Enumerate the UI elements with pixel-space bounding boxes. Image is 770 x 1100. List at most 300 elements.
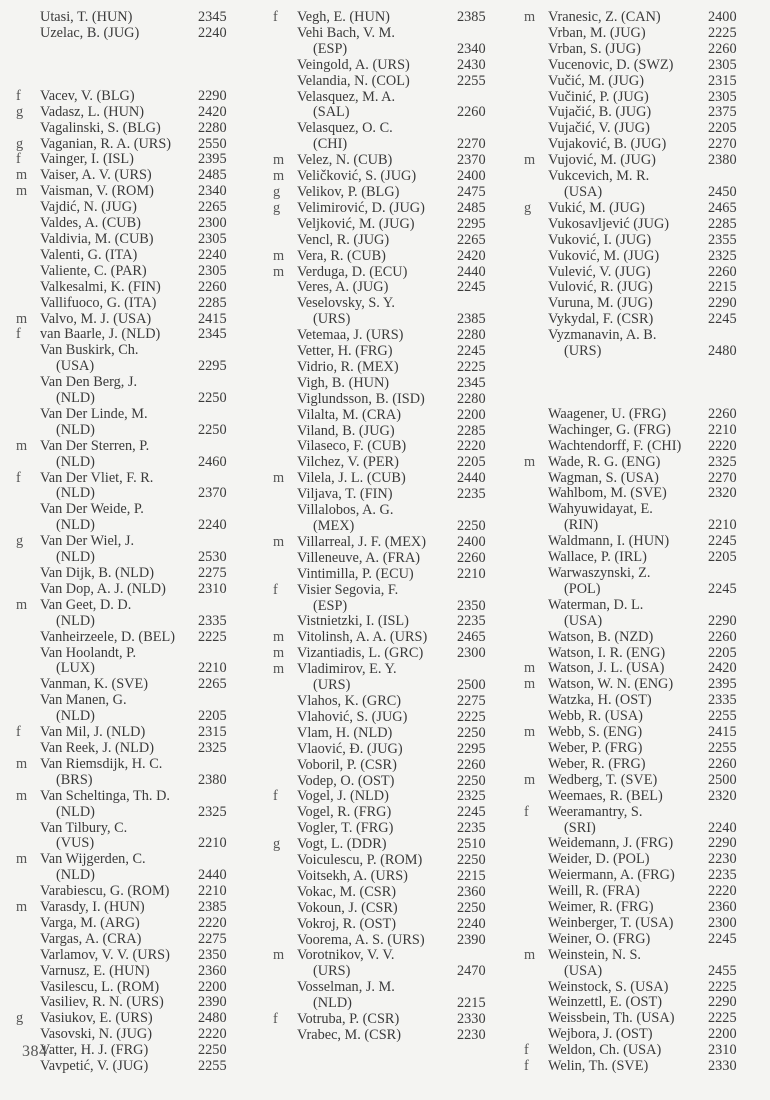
- player-entry: [524, 137, 756, 153]
- player-name: Vanman, K. (SVE): [40, 676, 149, 693]
- player-rating: 2390: [198, 994, 227, 1011]
- title-placeholder: [273, 519, 297, 535]
- player-rating: 2225: [708, 24, 737, 41]
- player-rating: 2420: [198, 103, 227, 120]
- title-placeholder: [16, 868, 40, 884]
- player-title: [16, 343, 40, 359]
- player-title: g: [16, 135, 24, 152]
- player-title: [524, 233, 548, 249]
- player-rating: 2295: [198, 358, 227, 375]
- player-name: Vaisman, V. (ROM): [40, 183, 154, 200]
- player-title: m: [273, 947, 285, 964]
- player-rating: 2285: [708, 215, 737, 232]
- player-entry: [16, 677, 246, 693]
- player-title: [273, 567, 297, 583]
- player-entry: [16, 89, 246, 105]
- player-entry: [524, 90, 756, 106]
- player-title: [273, 296, 297, 312]
- player-entry: [16, 375, 246, 407]
- player-name: Varlamov, V. V. (URS): [40, 946, 170, 963]
- player-entry: [524, 646, 756, 662]
- player-rating: 2430: [457, 56, 486, 73]
- player-rating: 2330: [457, 1011, 486, 1028]
- player-title: [273, 455, 297, 471]
- player-name: Waagener, U. (FRG): [548, 405, 667, 422]
- player-rating: 2415: [708, 724, 737, 741]
- player-rating: 2465: [708, 199, 737, 216]
- player-entry: [273, 789, 505, 805]
- player-name: Van Geet, D. D.: [40, 596, 132, 613]
- player-name: Vrban, M. (JUG): [548, 24, 646, 41]
- player-entry: [273, 392, 505, 408]
- player-entry: [273, 1012, 505, 1028]
- player-rating: 2460: [198, 453, 227, 470]
- player-name: Vorotnikov, V. V.: [297, 947, 395, 964]
- player-title: m: [273, 533, 285, 550]
- player-rating: 2480: [708, 343, 737, 360]
- title-placeholder: [524, 518, 548, 534]
- player-rating: 2270: [708, 136, 737, 153]
- player-entry: [16, 646, 246, 678]
- player-entry: [16, 916, 246, 932]
- title-placeholder: [16, 550, 40, 566]
- player-title: [16, 566, 40, 582]
- player-name: Vetemaa, J. (URS): [297, 327, 404, 344]
- player-title: [273, 58, 297, 74]
- player-name: Velasquez, O. C.: [297, 120, 393, 137]
- player-entry: [16, 932, 246, 948]
- title-placeholder: [273, 312, 297, 328]
- player-rating: 2210: [198, 883, 227, 900]
- rating-placeholder: [198, 852, 246, 868]
- player-entry: [524, 486, 756, 502]
- player-name: Vuković, M. (JUG): [548, 247, 660, 264]
- player-name: Varga, M. (ARG): [40, 914, 140, 931]
- player-country: (NLD): [313, 995, 352, 1012]
- player-entry: [524, 916, 756, 932]
- player-title: [16, 407, 40, 423]
- player-title: [16, 884, 40, 900]
- player-rating: 2275: [457, 692, 486, 709]
- player-name: Vujačić, B. (JUG): [548, 104, 652, 121]
- player-entry: [524, 201, 756, 217]
- player-entry: [524, 980, 756, 996]
- player-rating: 2480: [198, 1010, 227, 1027]
- player-name: Vetter, H. (FRG): [297, 343, 393, 360]
- player-name: Vogt, L. (DDR): [297, 836, 387, 853]
- player-entry: [273, 551, 505, 567]
- player-title: [16, 1027, 40, 1043]
- player-title: [273, 217, 297, 233]
- player-country: (NLD): [56, 708, 95, 725]
- player-rating: 2335: [198, 612, 227, 629]
- player-rating: 2260: [708, 40, 737, 57]
- player-entry: [273, 153, 505, 169]
- player-rating: 2485: [457, 199, 486, 216]
- player-title: [273, 376, 297, 392]
- player-title: [524, 550, 548, 566]
- player-entry: [524, 1043, 756, 1059]
- player-entry: [273, 853, 505, 869]
- player-rating: 2340: [198, 183, 227, 200]
- player-country: (ESP): [313, 40, 348, 57]
- player-name: Weinzettl, E. (OST): [548, 994, 662, 1011]
- player-name: Van Buskirk, Ch.: [40, 342, 139, 359]
- player-name: Vera, R. (CUB): [297, 247, 386, 264]
- player-title: g: [16, 533, 24, 550]
- player-country: (SAL): [313, 104, 350, 121]
- player-entry: [524, 757, 756, 773]
- title-placeholder: [273, 599, 297, 615]
- player-rating: 2470: [457, 963, 486, 980]
- player-rating: 2250: [457, 518, 486, 534]
- player-name: Villeneuve, A. (FRA): [297, 549, 421, 566]
- player-rating: 2400: [457, 533, 486, 550]
- player-rating: 2250: [457, 724, 486, 741]
- player-title: m: [16, 437, 28, 454]
- player-title: m: [524, 152, 536, 169]
- player-name: Van Hoolandt, P.: [40, 644, 137, 661]
- player-name: Van Wijgerden, C.: [40, 851, 146, 868]
- player-entry: [273, 885, 505, 901]
- rating-placeholder: [457, 296, 505, 312]
- player-name: Weill, R. (FRA): [548, 883, 640, 900]
- player-country: (MEX): [313, 518, 355, 534]
- player-entry: [16, 1043, 246, 1059]
- player-rating: 2475: [457, 183, 486, 200]
- player-entry: [16, 152, 246, 168]
- player-rating: 2235: [457, 613, 486, 630]
- player-country: (NLD): [56, 803, 95, 820]
- player-title: m: [16, 851, 28, 868]
- player-title: [524, 630, 548, 646]
- player-country: (LUX): [56, 660, 95, 677]
- player-entry: [273, 455, 505, 471]
- player-entry: [16, 900, 246, 916]
- player-name: Velasquez, M. A.: [297, 88, 396, 105]
- rating-placeholder: [198, 757, 246, 773]
- player-entry: [16, 137, 246, 153]
- player-rating: 2230: [457, 1027, 486, 1043]
- player-rating: 2380: [198, 771, 227, 788]
- player-rating: 2230: [708, 851, 737, 868]
- player-title: [524, 598, 548, 614]
- player-name: Vulović, R. (JUG): [548, 279, 653, 296]
- player-entry: [16, 312, 246, 328]
- player-title: [524, 900, 548, 916]
- player-rating: 2325: [198, 739, 227, 756]
- player-rating: 2500: [457, 677, 486, 694]
- player-rating: 2235: [708, 867, 737, 884]
- player-name: Waterman, D. L.: [548, 596, 644, 613]
- player-entry: [273, 662, 505, 694]
- player-name: Vilchez, V. (PER): [297, 454, 399, 471]
- player-title: [16, 502, 40, 518]
- player-title: g: [16, 103, 24, 120]
- player-rating: 2375: [708, 104, 737, 121]
- player-name: Weinstock, S. (USA): [548, 978, 669, 995]
- player-name: Valkesalmi, K. (FIN): [40, 278, 161, 295]
- player-rating: 2415: [198, 310, 227, 327]
- player-entry: [524, 995, 756, 1011]
- title-placeholder: [273, 105, 297, 121]
- player-name: Veres, A. (JUG): [297, 279, 389, 296]
- player-title: [16, 375, 40, 391]
- player-name: Vidrio, R. (MEX): [297, 358, 399, 375]
- player-name: Webb, R. (USA): [548, 708, 643, 725]
- player-name: Wejbora, J. (OST): [548, 1026, 653, 1043]
- player-rating: 2245: [708, 533, 737, 550]
- player-title: [16, 630, 40, 646]
- player-name: Vučić, M. (JUG): [548, 72, 645, 89]
- player-name: Vainger, I. (ISL): [40, 151, 134, 168]
- player-title: m: [524, 676, 536, 693]
- player-title: [524, 74, 548, 90]
- player-name: Warwaszynski, Z.: [548, 565, 651, 581]
- player-rating: 2295: [457, 215, 486, 232]
- player-rating: 2210: [198, 835, 227, 852]
- player-title: [524, 789, 548, 805]
- rating-placeholder: [198, 343, 246, 359]
- player-name: Viljava, T. (FIN): [297, 486, 393, 503]
- player-country: (NLD): [56, 453, 95, 470]
- player-title: [273, 710, 297, 726]
- player-entry: [273, 933, 505, 949]
- player-entry: [273, 487, 505, 503]
- title-placeholder: [16, 661, 40, 677]
- player-title: f: [16, 326, 21, 343]
- player-entry: [273, 217, 505, 233]
- player-entry: [16, 10, 246, 26]
- player-rating: 2280: [198, 119, 227, 136]
- rating-placeholder: [708, 948, 756, 964]
- rating-placeholder: [198, 789, 246, 805]
- player-entry: [16, 200, 246, 216]
- player-title: [16, 296, 40, 312]
- player-title: m: [273, 263, 285, 280]
- player-entry: [524, 26, 756, 42]
- title-placeholder: [16, 773, 40, 789]
- player-title: m: [16, 755, 28, 772]
- player-rating: 2335: [708, 692, 737, 709]
- player-entry: [524, 1059, 756, 1075]
- player-rating: 2205: [457, 454, 486, 471]
- player-rating: 2205: [708, 120, 737, 137]
- player-title: [16, 821, 40, 837]
- player-name: Vlahos, K. (GRC): [297, 692, 402, 709]
- player-title: [524, 534, 548, 550]
- player-rating: 2455: [708, 962, 737, 979]
- player-name: Vukcevich, M. R.: [548, 168, 650, 185]
- player-rating: 2305: [708, 88, 737, 105]
- player-name: Vaiser, A. V. (URS): [40, 167, 152, 184]
- player-rating: 2290: [198, 87, 227, 104]
- player-rating: 2385: [457, 9, 486, 25]
- player-title: [524, 280, 548, 296]
- player-rating: 2240: [198, 24, 227, 41]
- title-placeholder: [16, 391, 40, 407]
- player-entry: [16, 964, 246, 980]
- player-rating: 2345: [198, 9, 227, 25]
- player-entry: [273, 376, 505, 392]
- player-name: Watson, J. L. (USA): [548, 660, 665, 677]
- player-rating: 2205: [708, 549, 737, 566]
- player-entry: [273, 742, 505, 758]
- player-title: [524, 709, 548, 725]
- player-rating: 2280: [457, 327, 486, 344]
- player-entry: [16, 327, 246, 343]
- player-title: [273, 90, 297, 106]
- player-name: Van Tilbury, C.: [40, 819, 128, 836]
- player-name: Vukosavljević (JUG): [548, 215, 670, 232]
- player-name: Vogel, J. (NLD): [297, 788, 389, 805]
- player-rating: 2360: [198, 962, 227, 979]
- player-entry: [524, 265, 756, 281]
- player-name: Vanheirzeele, D. (BEL): [40, 628, 175, 645]
- player-entry: [524, 10, 756, 26]
- player-rating: 2250: [198, 390, 227, 407]
- player-rating: 2465: [457, 629, 486, 646]
- player-rating: 2245: [708, 580, 737, 597]
- player-title: [273, 917, 297, 933]
- column-right: [524, 10, 756, 1075]
- player-rating: 2215: [457, 867, 486, 884]
- section-gap: [524, 360, 756, 407]
- player-entry: [16, 216, 246, 232]
- player-name: Vlaović, Đ. (JUG): [297, 740, 403, 757]
- player-entry: [16, 598, 246, 630]
- player-entry: [16, 789, 246, 821]
- player-entry: [273, 583, 505, 615]
- player-name: Varabiescu, G. (ROM): [40, 883, 170, 900]
- player-rating: 2330: [708, 1058, 737, 1075]
- player-title: [273, 424, 297, 440]
- player-entry: [273, 439, 505, 455]
- player-title: f: [524, 803, 529, 820]
- player-rating: 2260: [457, 756, 486, 773]
- player-entry: [273, 774, 505, 790]
- player-title: [16, 948, 40, 964]
- player-name: van Baarle, J. (NLD): [40, 326, 161, 343]
- player-rating: 2400: [708, 9, 737, 25]
- player-title: m: [273, 152, 285, 169]
- player-country: (NLD): [56, 485, 95, 502]
- player-name: Weber, P. (FRG): [548, 739, 643, 756]
- player-entry: [524, 709, 756, 725]
- rating-placeholder: [708, 169, 756, 185]
- player-rating: 2260: [457, 549, 486, 566]
- player-entry: [273, 471, 505, 487]
- player-name: Voitsekh, A. (URS): [297, 867, 408, 884]
- player-rating: 2390: [457, 931, 486, 948]
- player-name: Valvo, M. J. (USA): [40, 310, 152, 327]
- player-rating: 2345: [457, 374, 486, 391]
- player-rating: 2200: [708, 1026, 737, 1043]
- player-name: Varasdy, I. (HUN): [40, 899, 145, 916]
- player-title: [524, 566, 548, 582]
- player-country: (NLD): [56, 612, 95, 629]
- title-placeholder: [273, 964, 297, 980]
- player-entry: [16, 439, 246, 471]
- player-rating: 2210: [708, 421, 737, 438]
- player-entry: [524, 233, 756, 249]
- player-name: Utasi, T. (HUN): [40, 9, 133, 25]
- player-title: [524, 884, 548, 900]
- player-title: m: [273, 168, 285, 185]
- player-title: g: [273, 836, 281, 853]
- player-title: [524, 486, 548, 502]
- player-entry: [524, 42, 756, 58]
- player-rating: 2210: [708, 517, 737, 534]
- column-left: [16, 10, 246, 1075]
- player-name: Vigh, B. (HUN): [297, 374, 390, 391]
- player-name: Wade, R. G. (ENG): [548, 453, 661, 470]
- player-rating: 2485: [198, 167, 227, 184]
- player-title: f: [16, 469, 21, 486]
- title-placeholder: [273, 996, 297, 1012]
- player-title: g: [273, 199, 281, 216]
- player-title: [273, 503, 297, 519]
- player-title: m: [16, 596, 28, 613]
- player-name: Watson, I. R. (ENG): [548, 644, 666, 661]
- player-title: [524, 42, 548, 58]
- player-entry: [524, 407, 756, 423]
- player-name: Vuruna, M. (JUG): [548, 295, 653, 312]
- player-rating: 2285: [198, 294, 227, 311]
- player-title: [16, 280, 40, 296]
- player-entry: [16, 630, 246, 646]
- player-rating: 2300: [708, 914, 737, 931]
- player-country: (NLD): [56, 421, 95, 438]
- title-placeholder: [273, 137, 297, 153]
- player-title: [273, 885, 297, 901]
- title-placeholder: [16, 486, 40, 502]
- player-name: Vistnietzki, I. (ISL): [297, 613, 409, 630]
- player-entry: [273, 121, 505, 153]
- player-entry: [16, 121, 246, 137]
- player-title: [524, 932, 548, 948]
- player-title: [16, 741, 40, 757]
- player-title: [16, 916, 40, 932]
- player-name: Vyzmanavin, A. B.: [548, 327, 657, 344]
- player-rating: 2530: [198, 549, 227, 566]
- player-entry: [273, 280, 505, 296]
- player-title: g: [16, 1010, 24, 1027]
- player-entry: [273, 169, 505, 185]
- player-rating: 2235: [457, 486, 486, 503]
- player-entry: [273, 758, 505, 774]
- player-rating: 2370: [198, 485, 227, 502]
- player-title: m: [524, 9, 536, 25]
- player-entry: [273, 917, 505, 933]
- player-rating: 2275: [198, 565, 227, 581]
- player-rating: 2500: [708, 771, 737, 788]
- player-rating: 2370: [457, 152, 486, 169]
- rating-placeholder: [457, 121, 505, 137]
- player-name: Valenti, G. (ITA): [40, 246, 138, 263]
- rating-placeholder: [198, 821, 246, 837]
- player-entry: [524, 900, 756, 916]
- title-placeholder: [16, 423, 40, 439]
- player-name: Voboril, P. (CSR): [297, 756, 397, 773]
- title-placeholder: [16, 709, 40, 725]
- player-rating: 2295: [457, 740, 486, 757]
- player-country: (BRS): [56, 771, 93, 788]
- player-title: f: [16, 151, 21, 168]
- player-entry: [524, 789, 756, 805]
- player-name: Wahlbom, M. (SVE): [548, 485, 667, 502]
- player-title: [273, 614, 297, 630]
